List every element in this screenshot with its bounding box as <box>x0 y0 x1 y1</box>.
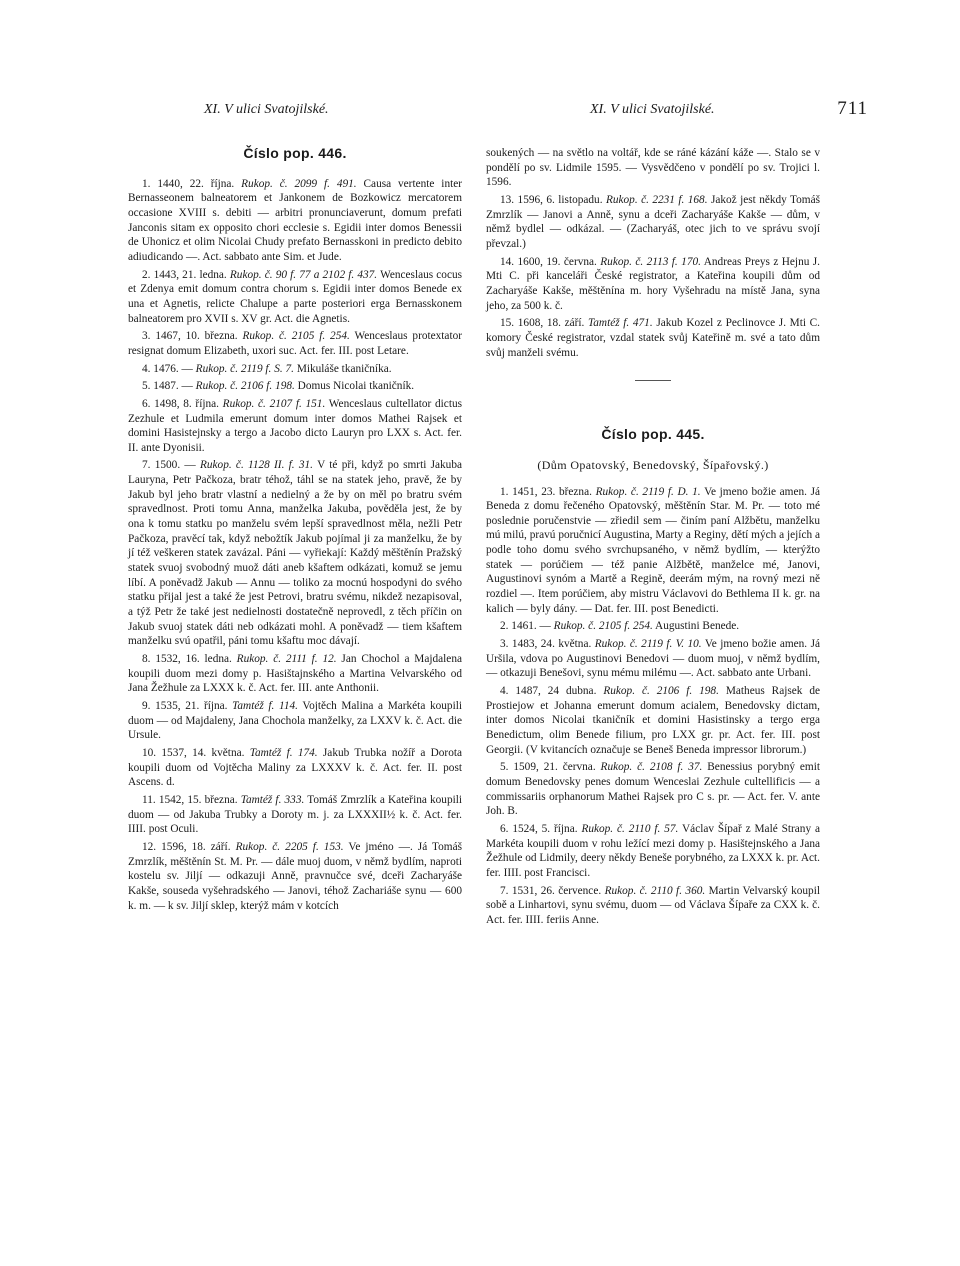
entry-date: 1. 1440, 22. října. <box>142 177 235 190</box>
entry-date: 9. 1535, 21. října. <box>142 699 228 712</box>
entry <box>486 193 820 252</box>
entry-text: Mikuláše tkaničníka. <box>296 362 392 375</box>
entry-date: 7. 1500. — <box>142 459 196 472</box>
entry-reference: Rukop. č. 2119 f. V. 10. <box>594 638 702 651</box>
entry <box>486 485 820 617</box>
entry-reference: Rukop. č. 2106 f. 198. <box>603 685 719 698</box>
left-entries <box>128 177 462 914</box>
entry <box>486 884 820 928</box>
section-title-446: Číslo pop. 446. <box>243 145 347 161</box>
entry-date: 11. 1542, 15. března. <box>142 793 238 806</box>
left-column <box>128 146 462 916</box>
entry <box>486 637 820 681</box>
entry-date: 4. 1487, 24 dubna. <box>500 685 597 698</box>
entry-text: Matheus Rajsek de Prostiejow et Johanna emerunt domum acialem, Benedovsky dictam, inter domos Nicolai tkaničník et domini Hasistinsky a tergo erga Benedictum, olim Benede filium, pro LXX gr. pr. Act. fer. III. post Georgii. (V kvitancích označuje se Beneš Beneda impressor librorum.) <box>486 685 821 756</box>
page-number: 711 <box>837 98 868 119</box>
entry-reference: Tamtéž f. 174. <box>249 746 318 759</box>
section-subtitle-445: (Dům Opatovský, Benedovský, Šípařovský.) <box>537 457 769 472</box>
entry-reference: Rukop. č. 2119 f. D. 1. <box>595 485 701 498</box>
entry <box>128 379 462 394</box>
entry <box>486 619 820 634</box>
entry-reference: Rukop. č. 2105 f. 254. <box>242 330 350 343</box>
entry-text: Ve jmeno božie amen. Já Uršila, vdova po Augustinovi Benedovi — duom muoj, v němž bydlím, — otkazuji Benešovi, synu mému milému —. Act. sabbato ante Urbani. <box>486 638 820 680</box>
entry <box>128 268 462 327</box>
entry-text: Augustini Benede. <box>655 620 740 633</box>
entry-reference: Rukop. č. 2106 f. 198. <box>195 380 295 393</box>
entry-text: V té při, když po smrti Jakuba Lauryna, Petr Pačkoza, bratr téhož, táhl se na statek jeho, pravě, že by Jakub byl jeho bratr vlastní a nedielný a že by on měl po bratru svém spravedlnost. Proti tomu Anna, manželka Jakuba, pověděla jest, že by ona k tomu statku po manželu svém lepší spravedlnost měla, nežli Petr Pačkoza, pravěcí tak, když nebožtík Jakub pojímal ji za manželku, že by jí též veškeren statek zavázal. Páni — vyřiekají: Každý měštěnín Pražský statek svuoj svobodný muož dáti aneb kšaftem odkázati, komuž se jemu líbí. A poněvadž Jakub — Annu — toliko za mocnú hospodyni do svého statku přijal jest a také že jest Petrovi, bratru svému, nikdež nezapisoval, a týž Petr že také jest nedielnosti dostatečně neprovedl, z těch příčin on Jakub svuoj statek dáti neb odkázati mohl. A poněvadž — tiem kšaftem manželku svú opatřil, páni tomu kšaftu moc dávají. <box>128 459 462 648</box>
page-header <box>128 98 868 126</box>
right-column <box>486 146 820 931</box>
entry-text: Tomáš Zmrzlík a Kateřina koupili duom — od Jakuba Trubky a Doroty m. j. za LXXXII½ k. č. Act. fer. IIII. post Oculi. <box>128 793 463 836</box>
entry-text: Václav Šípař z Malé Strany a Markéta koupili duom v rohu ležící mezi domy p. Hasištejnského a Jana Žežhule od Lidmily, deery někdy Beneše porybného, za LXXX k. pr. Act. fer. IIII. post Francisci. <box>486 822 820 879</box>
entry <box>128 329 462 358</box>
entry-reference: Rukop. č. 2099 f. 491. <box>241 177 357 190</box>
right-entries-bottom <box>486 485 820 928</box>
entry-text: Wenceslaus cultellator dictus Zezhule et Ludmila emerunt domum inter domos Mathei Rajsek et domini Hasistejnsky a tergo a Jacobo dicto Lauryn pro LXX s. Act. fer. II. ante Dyonisii. <box>128 397 462 454</box>
entry-reference: Rukop. č. 2111 f. 12. <box>236 653 337 665</box>
entry-reference: Rukop. č. 2119 f. S. 7. <box>195 362 294 375</box>
entry <box>128 746 462 790</box>
entry-text: Wenceslaus protextator resignat domum Elizabeth, uxori suc. Act. fer. III. post Letare. <box>128 330 462 357</box>
running-title-left: XI. V ulici Svatojilské. <box>204 102 329 117</box>
entry-date: 2. 1443, 21. ledna. <box>142 268 227 281</box>
entry-date: 8. 1532, 16. ledna. <box>142 653 232 665</box>
entry-reference: Rukop. č. 2105 f. 254. <box>553 620 653 633</box>
entry <box>128 177 462 265</box>
entry-reference: Rukop. č. 2113 f. 170. <box>600 255 701 268</box>
entry <box>128 397 462 456</box>
entry <box>128 699 462 743</box>
entry-date: 13. 1596, 6. listopadu. <box>500 193 603 206</box>
entry <box>128 652 462 696</box>
entry-text: Jakož jest někdy Tomáš Zmrzlík — Janovi a Anně, synu a dceři Zacharyáše Kakše — dům, v němž bydlel — odkázal. — (Zacharyáš, otec jich to ve správu svojí převzal.) <box>486 193 820 250</box>
right-entries-top <box>486 193 820 360</box>
entry-date: 7. 1531, 26. července. <box>500 884 602 897</box>
entry <box>486 760 820 819</box>
entry-text: Causa vertente inter Bernasseonem balneatorem et Jankonem de Bozkowicz mercatorem occasione XVIII s. debiti — arbitri pronunciaverunt, domum prefati Janconis sitam ex opposito chori ecclesie s. Egidii inter domos Benessii de Uhonicz et olim Nicolai Chudy prefato Bernasskoni in predicto debito adiudicando —. Act. sabbato ante Sim. et Jude. <box>128 177 463 263</box>
entry <box>486 255 820 314</box>
entry-reference: Rukop. č. 2110 f. 57. <box>581 822 679 835</box>
entry-reference: Tamtéž f. 114. <box>232 699 298 712</box>
entry-date: 6. 1524, 5. října. <box>500 822 578 835</box>
entry <box>128 362 462 377</box>
entry <box>128 793 462 837</box>
entry-date: 12. 1596, 18. září. <box>142 840 231 853</box>
running-title-right: XI. V ulici Svatojilské. <box>590 102 715 117</box>
section-separator <box>635 380 671 381</box>
continuation-text: soukených — na světlo na voltář, kde se ráné kázání káže —. Stalo se v pondělí po sv. Lidmile 1595. — Vysvědčeno v pondělí po sv. Trojici l. 1596. <box>486 147 820 189</box>
entry-date: 6. 1498, 8. října. <box>142 397 219 410</box>
entry-reference: Rukop. č. 2107 f. 151. <box>222 397 326 410</box>
entry-reference: Tamtéž f. 333. <box>240 793 305 806</box>
entry-reference: Rukop. č. 90 f. 77 a 2102 f. 437. <box>229 268 378 281</box>
entry <box>128 458 462 649</box>
entry-date: 10. 1537, 14. května. <box>142 746 245 759</box>
entry-date: 3. 1467, 10. března. <box>142 330 238 343</box>
entry-date: 4. 1476. — <box>142 362 193 375</box>
entry <box>486 684 820 757</box>
entry <box>486 822 820 881</box>
entry <box>128 840 462 913</box>
entry-text: Ve jmeno božie amen. Já Beneda z domu řečeného Opatovský, měštěnín Star. M. Pr. — toto mé poslednie poručenstvie — zřiedil sem — činím paní Alžbětu, manželku mú milú, pravú poručnicí Augustina, Marty a Reginy, dětí mých a jejích a podle toho domu svého svrchupsaného, v němž bydlím, — kterýžto statek — porúčiem — též panie Alžbětě, manželce mé, Janovi, Augustinovi synóm a Martě a Regině, deerám mým, na rovný mezi ně rozdiel —. Item porúčiem, aby mistru Václavovi do Bethlema II k. gr. na kalich — byly dány. — Dat. fer. III. post Benedicti. <box>486 485 821 615</box>
entry-text: Martin Velvarský koupil sobě a Linhartovi, synu svému, duom — od Václava Šípaře za CXX k. č. Act. fer. IIII. feriis Anne. <box>486 884 820 926</box>
entry-text: Benessius porybný emit domum Benedovsky penes domum Wenceslai Zezhule cultellificis — a commissariis orphanorum Mathei Rajsek pro C s. pr. — Act. fer. V. ante Joh. B. <box>486 761 820 818</box>
entry-text: Jan Chochol a Majdalena koupili duom mezi domy p. Hasištajnského a Martina Velvarského od Jana Žežhule za LXXX k. č. Act. fer. III. ante Anthonii. <box>128 653 462 695</box>
entry-date: 3. 1483, 24. května. <box>500 638 592 651</box>
entry-date: 5. 1487. — <box>142 380 193 393</box>
entry-text: Andreas Preys z Hejnu J. Mti C. při kanceláři České registrator, a Kateřina koupili dům od Zacharyáše Kakše, měštěnína m. hory Vyšehradu na místě Jana, syna jeho, za 500 k. č. <box>486 255 821 312</box>
entry-date: 15. 1608, 18. září. <box>500 317 585 330</box>
entry-date: 1. 1451, 23. března. <box>500 485 592 498</box>
entry-date: 14. 1600, 19. června. <box>500 255 597 268</box>
entry-text: Vojtěch Malina a Markéta koupili duom — od Majdaleny, Jana Chochola manželky, za LXXV k. č. Act. die Ursule. <box>128 699 462 742</box>
entry-text: Jakub Trubka nožíř a Dorota koupili duom od Vojtěcha Maliny za LXXXV k. č. Act. fer. II. post Ascens. d. <box>128 746 462 789</box>
entry-text: Ve jméno —. Já Tomáš Zmrzlík, měštěnín St. M. Pr. — dále muoj duom, v němž bydlím, naproti kostelu sv. Jiljí — odkazuji Anně, pravnučce své, dceři Zacharyáše Kakše, souseda vyšehradského — Janovi, téhož Zachariáše synu — 600 k. m. — k sv. Jiljí sklep, kterýž mám v kotcích <box>128 840 463 912</box>
entry-date: 5. 1509, 21. června. <box>500 761 596 774</box>
entry-reference: Rukop. č. 2231 f. 168. <box>605 193 708 206</box>
entry-reference: Rukop. č. 2205 f. 153. <box>235 840 344 853</box>
entry-text: Domus Nicolai tkaničník. <box>297 380 415 393</box>
entry-reference: Rukop. č. 2108 f. 37. <box>600 761 703 774</box>
entry-reference: Tamtéž f. 471. <box>588 317 653 330</box>
entry-text: Wenceslaus cocus et Zdenya emit domum contra chorum s. Egidii inter domos Benede ex una et Agnetis, relicte Chalupe a parte posteriori erga Bernasskonem balneatorem pro XVII s. XV gr. Act. die Agnetis. <box>128 268 463 325</box>
section-title-445: Číslo pop. 445. <box>601 426 705 443</box>
entry-reference: Rukop. č. 2110 f. 360. <box>604 884 706 897</box>
entry <box>486 316 820 360</box>
entry-reference: Rukop. č. 1128 II. f. 31. <box>199 459 314 472</box>
entry-date: 2. 1461. — <box>500 620 551 633</box>
entry-text: Jakub Kozel z Peclinovce J. Mti C. komory České registrator, vzdal statek svůj Kateřině m. své a tato dům svůj manželi svému. <box>486 317 821 359</box>
